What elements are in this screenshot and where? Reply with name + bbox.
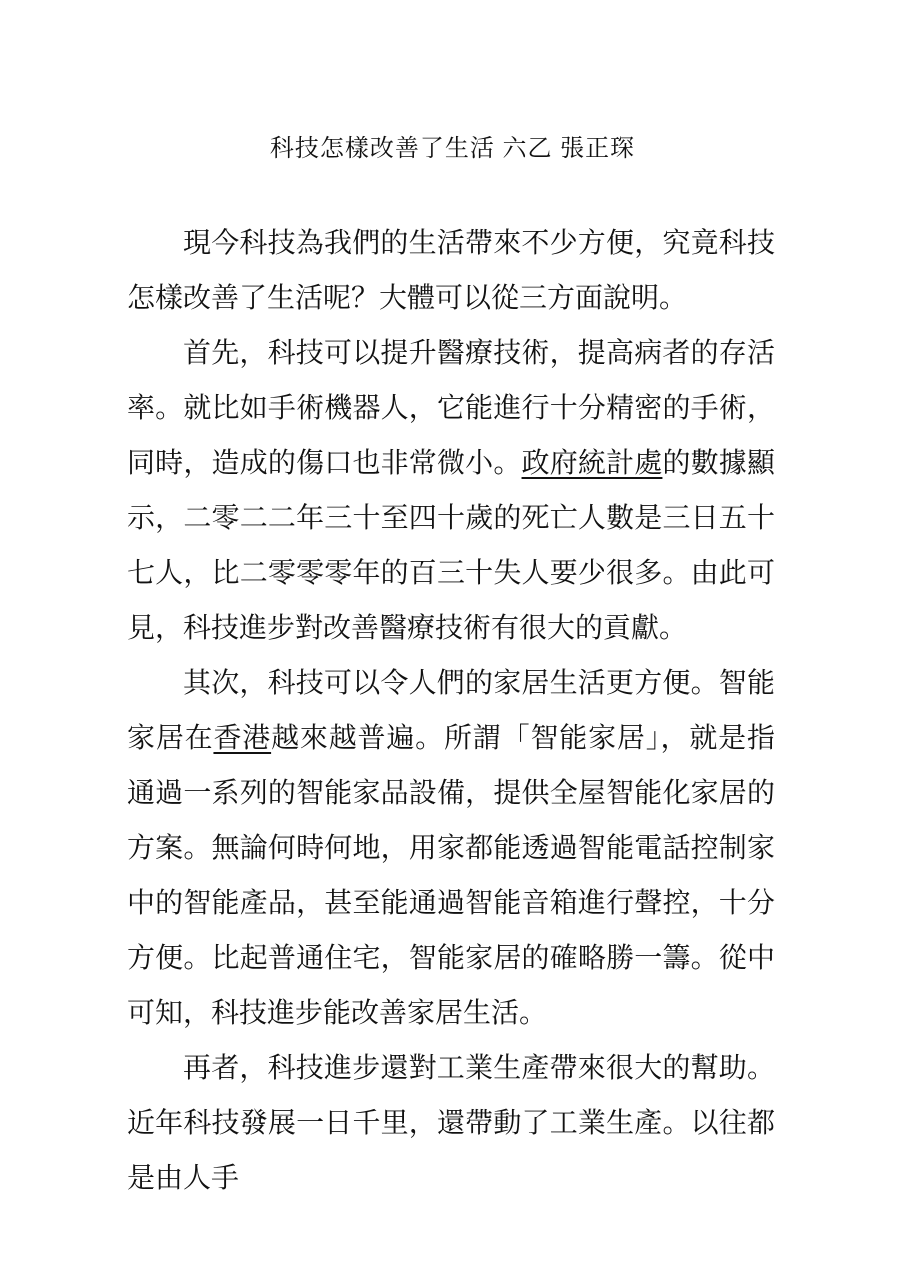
essay-body: [127, 215, 775, 1205]
paragraph-text: 越來越普遍。所謂「智能家居」，就是指通過一系列的智能家品設備，提供全屋智能化家居的方案。無論何時何地，用家都能透過智能電話控制家中的智能產品，甚至能通過智能音箱進行聲控，十分方便。比起普通住宅，智能家居的確略勝一籌。從中可知，科技進步能改善家居生活。: [127, 722, 775, 1028]
paragraph-text: 的數據顯示，二零二二年三十至四十歲的死亡人數是三日五十七人，比二零零零年的百三十失人要少很多。由此可見，科技進步對改善醫療技術有很大的貢獻。: [127, 447, 775, 643]
underlined-term-census-department: 政府統計處: [521, 447, 663, 478]
paragraph-text: 現今科技為我們的生活帶來不少方便，究竟科技怎樣改善了生活呢？大體可以從三方面說明。: [127, 227, 775, 313]
underlined-term-hong-kong: 香港: [213, 722, 272, 753]
essay-title: 科技怎樣改善了生活 六乙 張正琛: [269, 135, 636, 162]
paragraph-industry: [127, 1040, 775, 1205]
paragraph-smart-home: [127, 655, 775, 1040]
paragraph-text: 再者，科技進步還對工業生產帶來很大的幫助。近年科技發展一日千里，還帶動了工業生產。以往都是由人手: [127, 1052, 775, 1193]
paragraph-text: 首先，科技可以提升醫療技術，提高病者的存活率。就比如手術機器人，它能進行十分精密的手術，同時，造成的傷口也非常微小。: [127, 337, 775, 478]
paragraph-text: 其次，科技可以令人們的家居生活更方便。智能家居在: [127, 667, 775, 753]
paragraph-medical: [127, 325, 775, 655]
paragraph-intro: [127, 215, 775, 325]
